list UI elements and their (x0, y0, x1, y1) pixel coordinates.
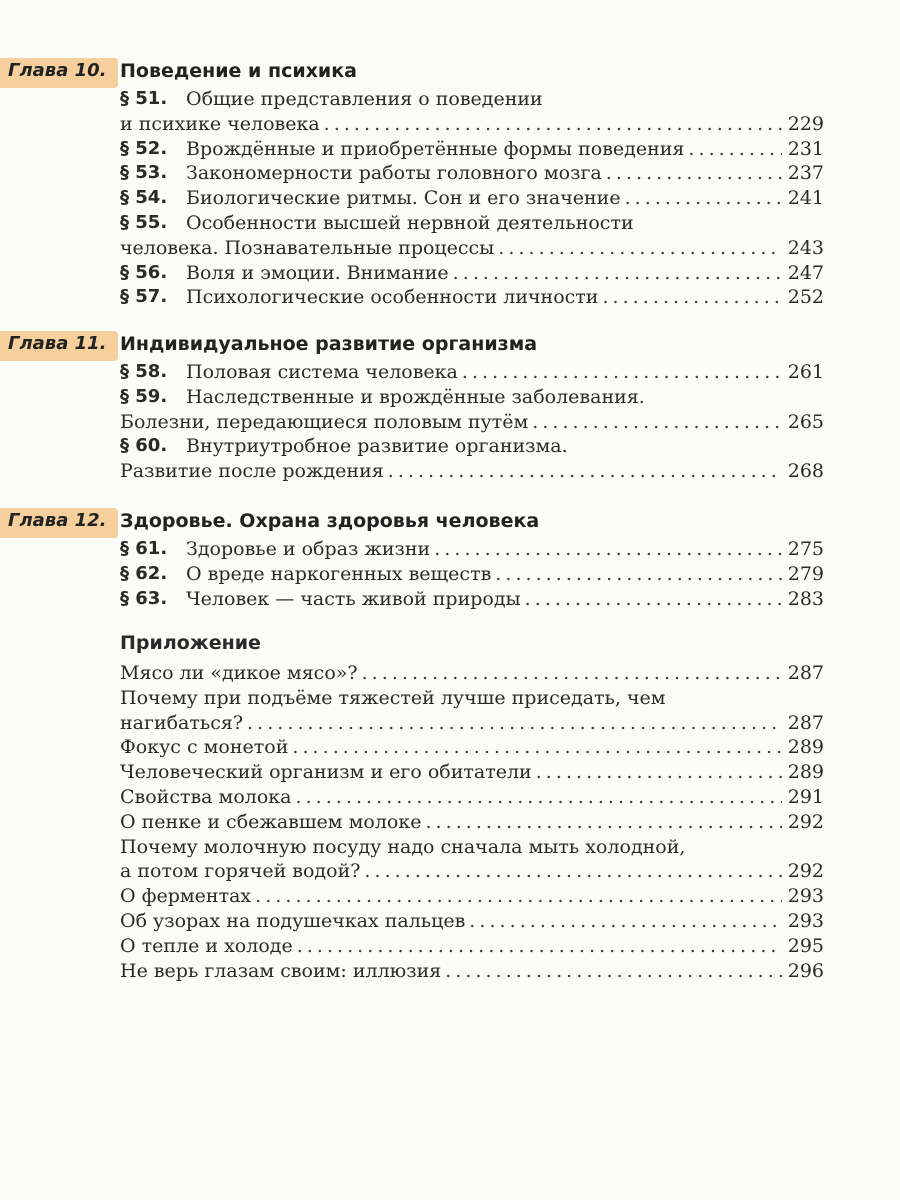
leader-dots (295, 784, 781, 810)
toc-entry-line[interactable] (120, 858, 824, 884)
toc-entry-line[interactable] (120, 111, 824, 137)
toc-leader (120, 734, 824, 760)
entry-title: человека. Познавательные процессы (120, 236, 495, 259)
leader-dots (469, 908, 781, 934)
section-number: § 52. (120, 137, 168, 159)
toc-entry-line[interactable] (120, 809, 824, 835)
leader-dots (498, 235, 781, 261)
page-number: 241 (787, 187, 824, 210)
toc-entry-line[interactable] (120, 660, 824, 686)
toc-entry-line[interactable] (120, 883, 824, 909)
toc-leader (120, 933, 824, 959)
section-number: § 63. (120, 587, 168, 609)
page-number: 237 (787, 162, 824, 185)
section-number: § 59. (120, 385, 168, 407)
entry-title: О ферментах (120, 885, 252, 908)
entry-title: нагибаться? (120, 711, 244, 734)
entry-title: Здоровье и образ жизни (186, 538, 431, 560)
page-number: 293 (787, 910, 824, 932)
page-number: 229 (787, 112, 824, 135)
section-number: § 55. (120, 212, 168, 233)
toc-entry-line[interactable] (120, 908, 824, 934)
toc-leader (120, 660, 824, 686)
toc-leader (186, 160, 824, 186)
leader-dots (625, 185, 782, 211)
leader-dots (255, 883, 782, 909)
toc-leader (186, 284, 824, 310)
page-number: 261 (787, 361, 824, 383)
toc-entry-line[interactable] (120, 586, 824, 612)
toc-leader (186, 586, 824, 612)
toc-leader (120, 784, 824, 810)
entry-title: Общие представления о поведении (186, 88, 543, 110)
leader-dots (532, 409, 782, 435)
entry-title: Закономерности работы головного мозга (186, 162, 602, 185)
toc-entry-line[interactable] (120, 235, 824, 261)
entry-title: Свойства молока (120, 786, 292, 808)
entry-title: Половая система человека (186, 361, 458, 383)
entry-title: Человек — часть живой природы (186, 587, 521, 610)
toc-leader (120, 235, 824, 261)
section-number: § 54. (120, 187, 168, 209)
section-number: § 53. (120, 162, 168, 184)
entry-title: О пенке и сбежавшем молоке (120, 810, 422, 833)
page-number: 231 (787, 137, 824, 160)
chapter-title: Индивидуальное развитие организма (120, 333, 538, 355)
toc-leader (120, 409, 824, 435)
leader-dots (434, 536, 782, 562)
entry-title: Почему молочную посуду надо сначала мыть холодной, (120, 835, 686, 858)
toc-entry-line[interactable] (120, 284, 824, 310)
toc-leader (186, 260, 824, 286)
section-number: § 57. (120, 286, 168, 308)
page-number: 289 (787, 761, 824, 784)
page-number: 287 (787, 711, 824, 734)
section-number: § 56. (120, 261, 168, 283)
leader-dots (453, 260, 782, 286)
entry-title: а потом горячей водой? (120, 860, 361, 883)
page-number: 252 (787, 286, 824, 309)
toc-entry-line[interactable] (120, 710, 824, 736)
toc-entry-line[interactable] (120, 759, 824, 785)
leader-dots (606, 160, 782, 186)
appendix-title: Приложение (120, 632, 261, 654)
toc-entry-line[interactable] (120, 458, 824, 484)
toc-leader (120, 710, 824, 736)
page-number: 243 (787, 236, 824, 259)
page-number: 279 (787, 562, 824, 585)
page-number: 268 (787, 460, 824, 483)
leader-dots (364, 858, 781, 884)
toc-leader (120, 958, 824, 984)
entry-title: Особенности высшей нервной деятельности (186, 212, 634, 234)
toc-leader (120, 809, 824, 835)
toc-leader (186, 561, 824, 587)
leader-dots (247, 710, 782, 736)
entry-title: Развитие после рождения (120, 460, 384, 483)
entry-title: О вреде наркогенных веществ (186, 562, 492, 585)
toc-entry-line[interactable] (120, 561, 824, 587)
toc-entry-line[interactable] (120, 933, 824, 959)
toc-entry-line[interactable] (120, 260, 824, 286)
toc-entry-line[interactable] (120, 433, 824, 459)
toc-leader (120, 858, 824, 884)
entry-title: Почему при подъёме тяжестей лучше приседать, чем (120, 686, 666, 709)
toc-entry-line[interactable] (120, 210, 824, 236)
toc-entry-line[interactable] (120, 185, 824, 211)
toc-entry-line[interactable] (120, 958, 824, 984)
toc-entry-line[interactable] (120, 136, 824, 162)
section-number: § 58. (120, 361, 168, 382)
entry-title: О тепле и холоде (120, 934, 293, 957)
page-number: 247 (787, 261, 824, 284)
toc-entry-line[interactable] (120, 409, 824, 435)
toc-entry-line[interactable] (120, 784, 824, 810)
page-number: 289 (787, 736, 824, 759)
page-number: 275 (787, 538, 824, 560)
toc-entry-line[interactable] (120, 536, 824, 562)
leader-dots (462, 359, 782, 385)
entry-title: Внутриутробное развитие организма. (186, 435, 568, 458)
toc-leader (186, 136, 824, 162)
toc-entry-line[interactable] (120, 834, 824, 860)
chapter-title: Здоровье. Охрана здоровья человека (120, 510, 540, 532)
entry-title: Болезни, передающиеся половым путём (120, 410, 529, 433)
entry-title: Мясо ли «дикое мясо»? (120, 662, 358, 684)
entry-title: и психике человека (120, 112, 320, 135)
page-number: 295 (787, 934, 824, 957)
toc-entry-line[interactable] (120, 384, 824, 410)
chapter-label: Глава 12. (8, 510, 107, 531)
leader-dots (536, 759, 782, 785)
leader-dots (688, 136, 781, 162)
page-number: 283 (787, 587, 824, 610)
toc-leader (120, 908, 824, 934)
section-number: § 51. (120, 88, 168, 109)
section-number: § 60. (120, 435, 168, 457)
entry-title: Биологические ритмы. Сон и его значение (186, 187, 621, 210)
chapter-tab (0, 331, 118, 361)
toc-leader (120, 883, 824, 909)
entry-title: Психологические особенности личности (186, 286, 599, 309)
section-number: § 62. (120, 562, 168, 584)
page-number: 291 (787, 786, 824, 808)
toc-leader (186, 359, 824, 385)
section-number: § 61. (120, 538, 168, 559)
page-number: 265 (787, 410, 824, 433)
toc-entry-line[interactable] (120, 734, 824, 760)
toc-leader (120, 759, 824, 785)
leader-dots (445, 958, 782, 984)
leader-dots (525, 586, 782, 612)
entry-title: Не верь глазам своим: иллюзия (120, 959, 442, 982)
leader-dots (297, 933, 782, 959)
toc-leader (120, 458, 824, 484)
entry-title: Человеческий организм и его обитатели (120, 761, 532, 784)
leader-dots (292, 734, 781, 760)
toc-leader (186, 536, 824, 562)
entry-title: Врождённые и приобретённые формы поведения (186, 137, 685, 160)
leader-dots (425, 809, 781, 835)
page-number: 287 (787, 662, 824, 684)
entry-title: Фокус с монетой (120, 736, 289, 759)
chapter-tab (0, 58, 118, 88)
leader-dots (602, 284, 781, 310)
toc-entry-line[interactable] (120, 685, 824, 711)
chapter-title: Поведение и психика (120, 60, 357, 82)
chapter-label: Глава 10. (8, 60, 107, 81)
page-number: 292 (787, 860, 824, 883)
entry-title: Наследственные и врождённые заболевания. (186, 385, 645, 408)
leader-dots (388, 458, 782, 484)
toc-leader (186, 185, 824, 211)
entry-title: Об узорах на подушечках пальцев (120, 910, 466, 932)
toc-entry-line[interactable] (120, 160, 824, 186)
page-number: 296 (787, 959, 824, 982)
toc-entry-line[interactable] (120, 359, 824, 385)
entry-title: Воля и эмоции. Внимание (186, 261, 449, 284)
toc-entry-line[interactable] (120, 86, 824, 112)
leader-dots (324, 111, 782, 137)
toc-leader (120, 111, 824, 137)
page-number: 292 (787, 810, 824, 833)
leader-dots (362, 660, 782, 686)
leader-dots (495, 561, 781, 587)
page-number: 293 (787, 885, 824, 908)
chapter-tab (0, 508, 118, 538)
chapter-label: Глава 11. (8, 333, 107, 354)
